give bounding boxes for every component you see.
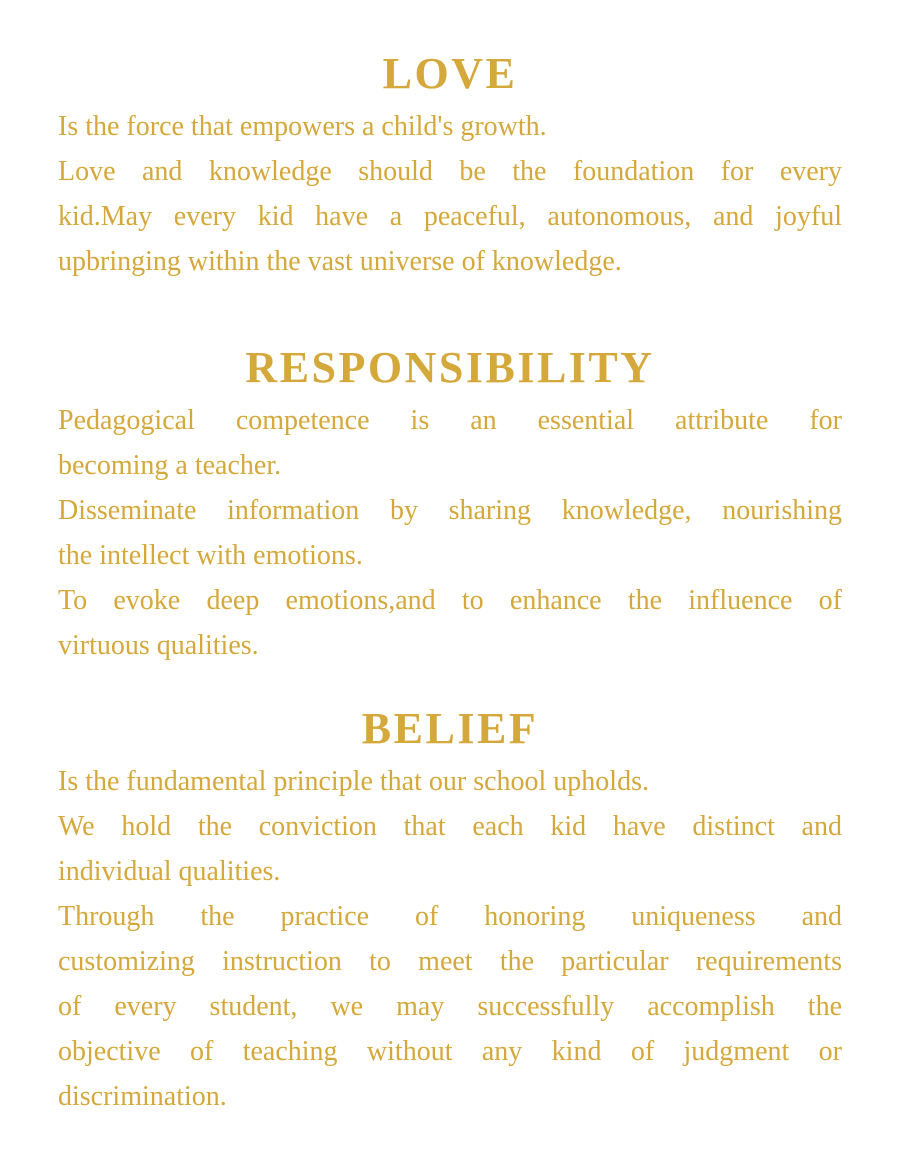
love-line-4: upbringing within the vast universe of knowledge.	[58, 246, 622, 277]
heading-responsibility: RESPONSIBILITY	[245, 343, 655, 392]
section-love	[58, 46, 842, 284]
heading-love: LOVE	[382, 49, 518, 98]
heading-belief: BELIEF	[361, 704, 539, 753]
responsibility-line-5: To evoke deep emotions,and to enhance the influence of	[58, 585, 842, 616]
love-line-3: kid.May every kid have a peaceful, autonomous, and joyful	[58, 201, 842, 232]
belief-line-5: customizing instruction to meet the particular requirements	[58, 946, 842, 977]
belief-line-2: We hold the conviction that each kid have distinct and	[58, 811, 842, 842]
section-responsibility	[58, 340, 842, 668]
belief-line-6: of every student, we may successfully accomplish the	[58, 991, 842, 1022]
love-line-2: Love and knowledge should be the foundation for every	[58, 156, 842, 187]
responsibility-line-6: virtuous qualities.	[58, 630, 259, 661]
belief-line-3: individual qualities.	[58, 856, 281, 887]
responsibility-line-1: Pedagogical competence is an essential attribute for	[58, 405, 842, 436]
love-text	[58, 104, 842, 284]
responsibility-line-4: the intellect with emotions.	[58, 540, 363, 571]
belief-line-4: Through the practice of honoring uniqueness and	[58, 901, 842, 932]
section-belief	[58, 701, 842, 1119]
responsibility-text	[58, 398, 842, 668]
belief-line-1: Is the fundamental principle that our school upholds.	[58, 766, 649, 797]
responsibility-line-2: becoming a teacher.	[58, 450, 282, 481]
belief-text	[58, 759, 842, 1119]
responsibility-line-3: Disseminate information by sharing knowledge, nourishing	[58, 495, 842, 526]
belief-line-8: discrimination.	[58, 1081, 227, 1112]
love-line-1: Is the force that empowers a child's growth.	[58, 111, 547, 142]
belief-line-7: objective of teaching without any kind of judgment or	[58, 1036, 842, 1067]
